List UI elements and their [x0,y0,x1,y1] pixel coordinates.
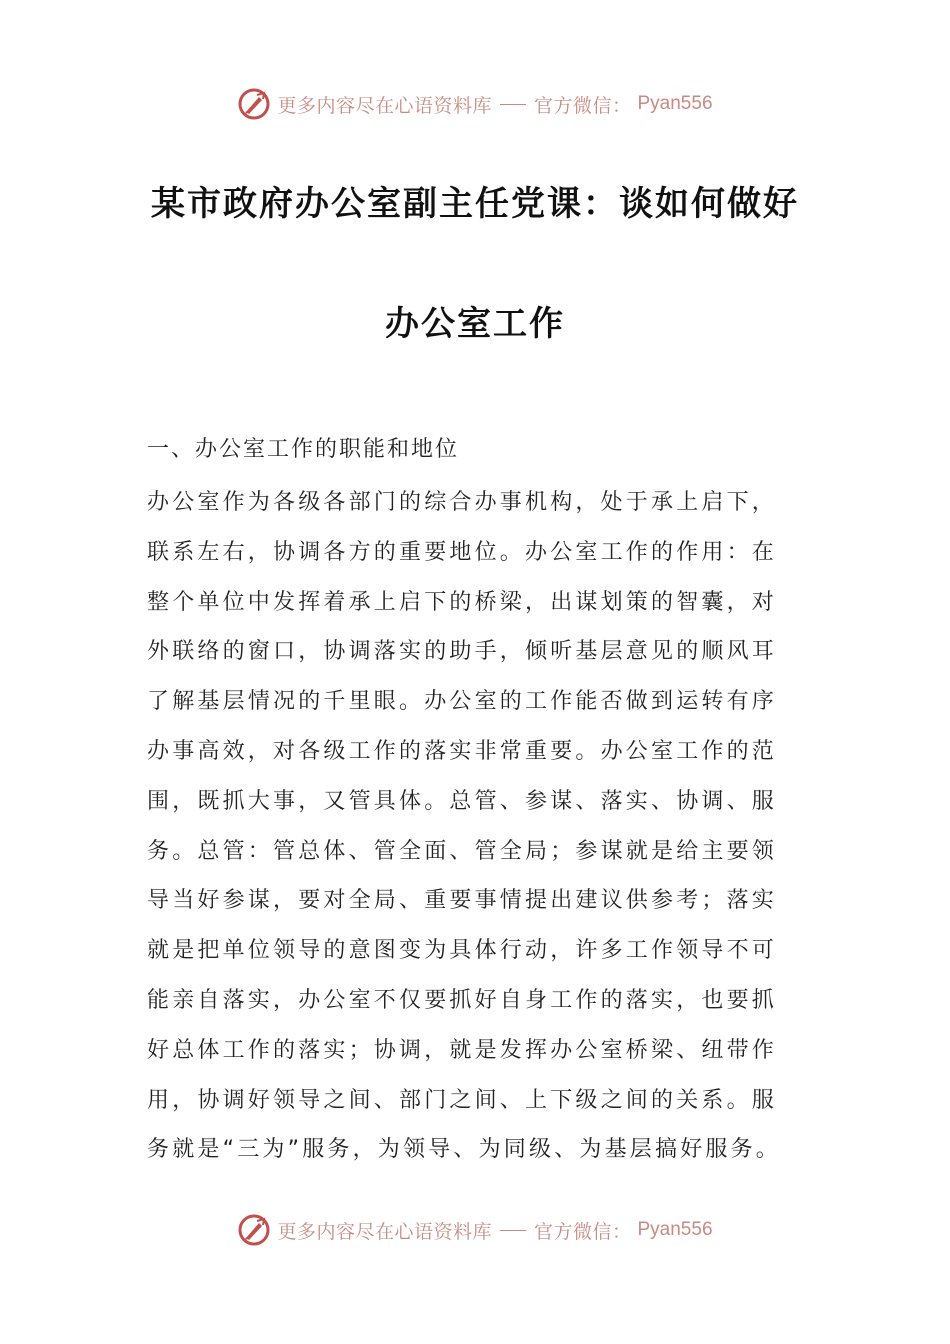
paragraph-line: 好总体工作的落实；协调，就是发挥办公室桥梁、纽带作 [147,1037,778,1063]
watermark-dash [500,1230,526,1231]
document-title-line-2: 办公室工作 [385,304,565,344]
watermark-dash [500,104,526,105]
document-title-line-1: 某市政府办公室副主任党课：谈如何做好 [151,184,799,224]
paragraph-line: 办事高效，对各级工作的落实非常重要。办公室工作的范 [147,738,778,764]
pen-logo-icon [237,87,271,121]
paragraph-line: 就是把单位领导的意图变为具体行动，许多工作领导不可 [147,938,778,964]
paragraph-line: 务就是“三为”服务，为领导、为同级、为基层搞好服务。 [147,1137,781,1163]
paragraph-line: 办公室作为各级各部门的综合办事机构，处于承上启下， [147,490,778,515]
paragraph-line: 联系左右，协调各方的重要地位。办公室工作的作用：在 [147,539,778,565]
paragraph-line: 务。总管：管总体、管全面、管全局；参谋就是给主要领 [147,838,778,864]
paragraph-line: 导当好参谋，要对全局、重要事情提出建议供参考；落实 [147,888,778,914]
watermark-wechat-id: Pyan556 [637,93,713,114]
paragraph-line: 用，协调好领导之间、部门之间、上下级之间的关系。服 [147,1087,778,1113]
watermark-suffix: 官方微信： [533,1220,632,1243]
watermark-suffix: 官方微信： [533,94,632,117]
watermark-prefix: 更多内容尽在心语资料库 [277,1220,492,1243]
watermark-wechat-id: Pyan556 [637,1219,713,1240]
paragraph-line: 能亲自落实，办公室不仅要抓好自身工作的落实，也要抓 [147,987,778,1013]
header-watermark [0,84,950,124]
footer-watermark [0,1210,950,1250]
pen-logo-icon [237,1213,271,1247]
watermark-prefix: 更多内容尽在心语资料库 [277,94,492,117]
paragraph-line: 整个单位中发挥着承上启下的桥梁，出谋划策的智囊，对 [147,589,778,615]
body-paragraph [147,478,807,1175]
paragraph-line: 了解基层情况的千里眼。办公室的工作能否做到运转有序 [147,689,778,715]
section-heading: 一、办公室工作的职能和地位 [147,437,460,462]
paragraph-line: 外联络的窗口，协调落实的助手，倾听基层意见的顺风耳 [147,639,778,665]
paragraph-line: 围，既抓大事，又管具体。总管、参谋、落实、协调、服 [147,788,778,814]
